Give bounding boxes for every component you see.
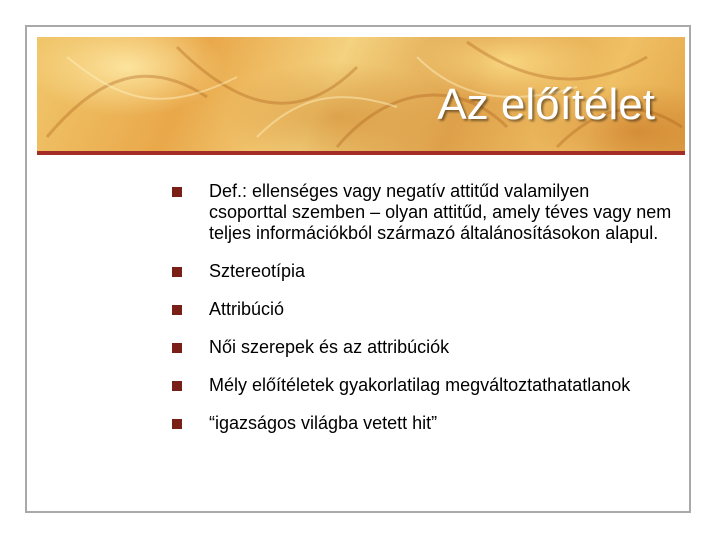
square-bullet-icon <box>172 419 182 429</box>
bullet-female-roles <box>172 337 672 358</box>
square-bullet-icon <box>172 187 182 197</box>
bullet-stereotype <box>172 261 672 282</box>
bullet-text: Mély előítéletek gyakorlatilag megváltoztathatatlanok <box>209 375 631 395</box>
bullet-list <box>172 181 672 434</box>
bullet-just-world <box>172 413 672 434</box>
bullet-text: “igazságos világba vetett hit” <box>209 413 438 433</box>
title-divider <box>37 151 685 155</box>
square-bullet-icon <box>172 305 182 315</box>
square-bullet-icon <box>172 381 182 391</box>
title-banner <box>37 37 685 151</box>
bullet-definition <box>172 181 672 244</box>
slide-title: Az előítélet <box>437 80 655 129</box>
square-bullet-icon <box>172 343 182 353</box>
bullet-attribution <box>172 299 672 320</box>
square-bullet-icon <box>172 267 182 277</box>
bullet-text: Női szerepek és az attribúciók <box>209 337 450 357</box>
bullet-text: Sztereotípia <box>209 261 306 281</box>
bullet-text: Def.: ellenséges vagy negatív attitűd valamilyen csoporttal szemben – olyan attitűd, amely téves vagy nem teljes információkból származó általánosításokon alapul. <box>209 181 672 243</box>
bullet-deep-prejudice <box>172 375 672 396</box>
bullet-text: Attribúció <box>209 299 285 319</box>
